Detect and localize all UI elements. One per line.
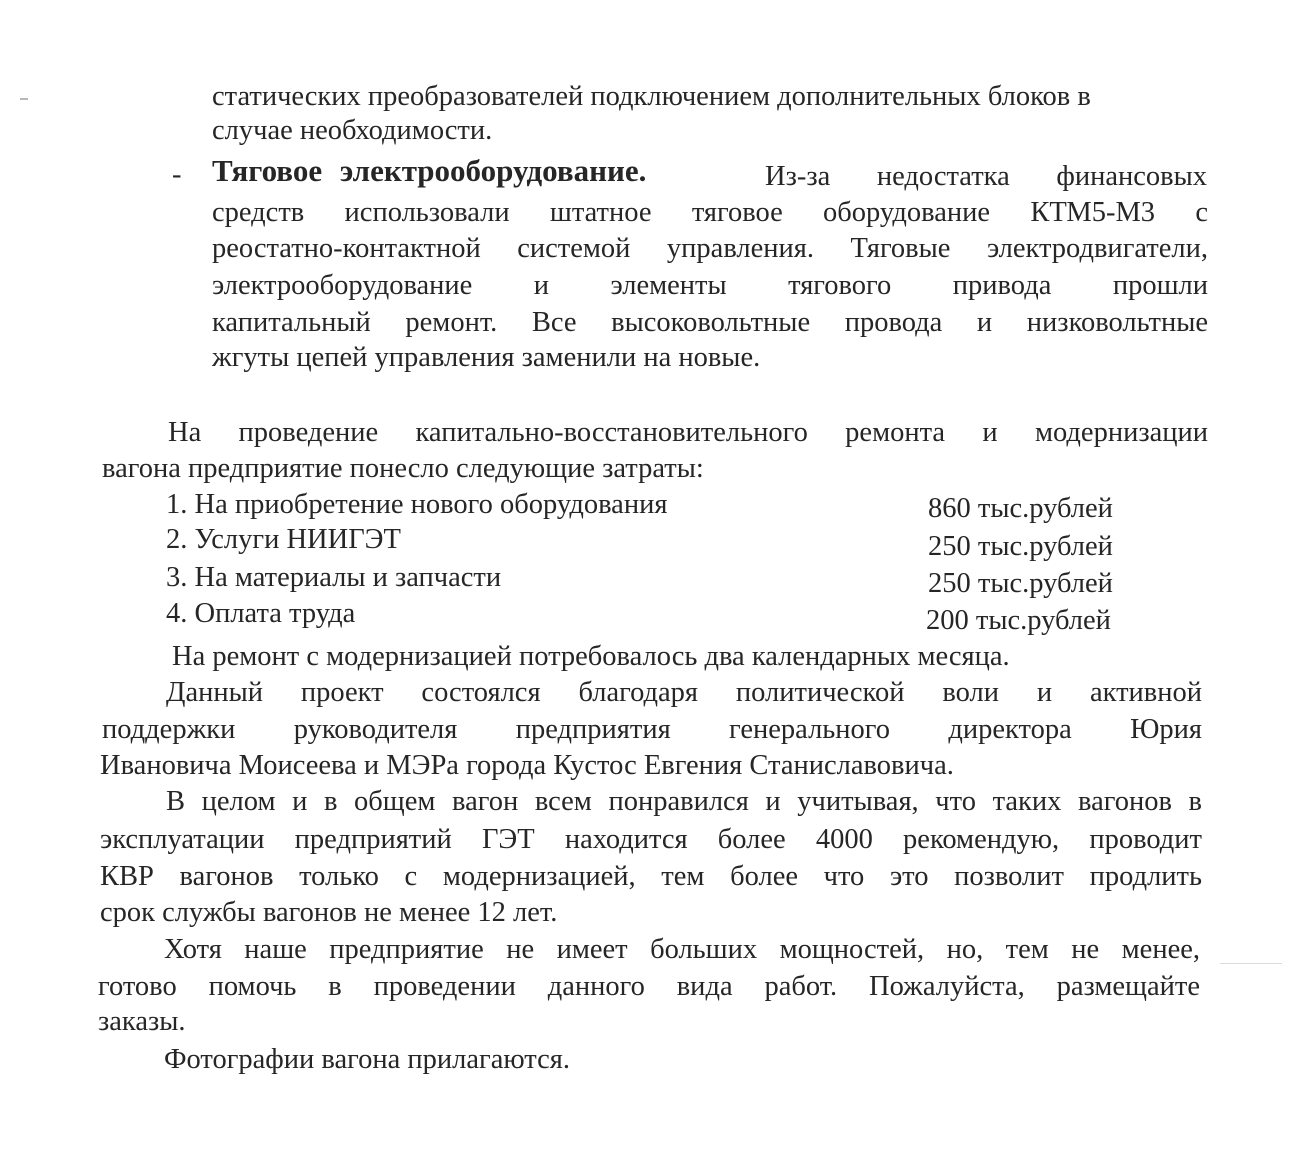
support-line-3: Ивановича Моисеева и МЭРа города Кустос Евгения Станиславовича. [100,750,954,781]
costs-intro-line-2: вагона предприятие понесло следующие затраты: [102,453,704,484]
scan-mark [20,98,28,100]
duration-line: На ремонт с модернизацией потребовалось два календарных месяца. [172,641,1010,672]
support-line-2: поддержки руководителя предприятия генерального директора Юрия [102,714,1202,745]
cost-item-label: 3. На материалы и запчасти [166,562,502,593]
recommendation-line-4: срок службы вагонов не менее 12 лет. [100,897,558,928]
recommendation-line-1: В целом и в общем вагон всем понравился и учитывая, что таких вагонов в [166,786,1202,817]
traction-line-5: жгуты цепей управления заменили на новые. [212,342,761,373]
cost-item-amount: 250 тыс.рублей [928,568,1113,599]
traction-line-1: средств использовали штатное тяговое оборудование КТМ5-М3 с [212,197,1208,228]
offer-line-1: Хотя наше предприятие не имеет больших мощностей, но, тем не менее, [164,934,1200,965]
traction-line-4: капитальный ремонт. Все высоковольтные провода и низковольтные [212,307,1208,338]
cost-item-amount: 250 тыс.рублей [928,531,1113,562]
cost-item-amount: 200 тыс.рублей [926,605,1111,636]
cost-item-amount: 860 тыс.рублей [928,493,1113,524]
traction-line-3: электрооборудование и элементы тягового привода прошли [212,270,1208,301]
traction-heading: Тяговое электрооборудование. [212,153,647,188]
bullet-continuation-line-2: случае необходимости. [212,115,493,146]
traction-line-2: реостатно-контактной системой управления. Тяговые электродвигатели, [212,233,1208,264]
recommendation-line-3: КВР вагонов только с модернизацией, тем более что это позволит продлить [100,861,1202,892]
traction-first-line-rest: Из-за недостатка финансовых [765,161,1207,192]
bullet-dash: - [172,159,182,190]
offer-line-2: готово помочь в проведении данного вида работ. Пожалуйста, размещайте [98,971,1200,1002]
offer-line-3: заказы. [98,1006,186,1037]
scan-mark [1220,963,1282,964]
cost-item-label: 4. Оплата труда [166,598,356,629]
photos-note: Фотографии вагона прилагаются. [164,1044,570,1075]
cost-item-label: 1. На приобретение нового оборудования [166,489,668,520]
bullet-continuation-line-1: статических преобразователей подключением дополнительных блоков в [212,81,1091,112]
cost-item-label: 2. Услуги НИИГЭТ [166,524,401,555]
costs-intro-line-1: На проведение капитально-восстановительного ремонта и модернизации [168,417,1208,448]
support-line-1: Данный проект состоялся благодаря политической воли и активной [166,677,1202,708]
recommendation-line-2: эксплуатации предприятий ГЭТ находится более 4000 рекомендую, проводит [100,824,1202,855]
